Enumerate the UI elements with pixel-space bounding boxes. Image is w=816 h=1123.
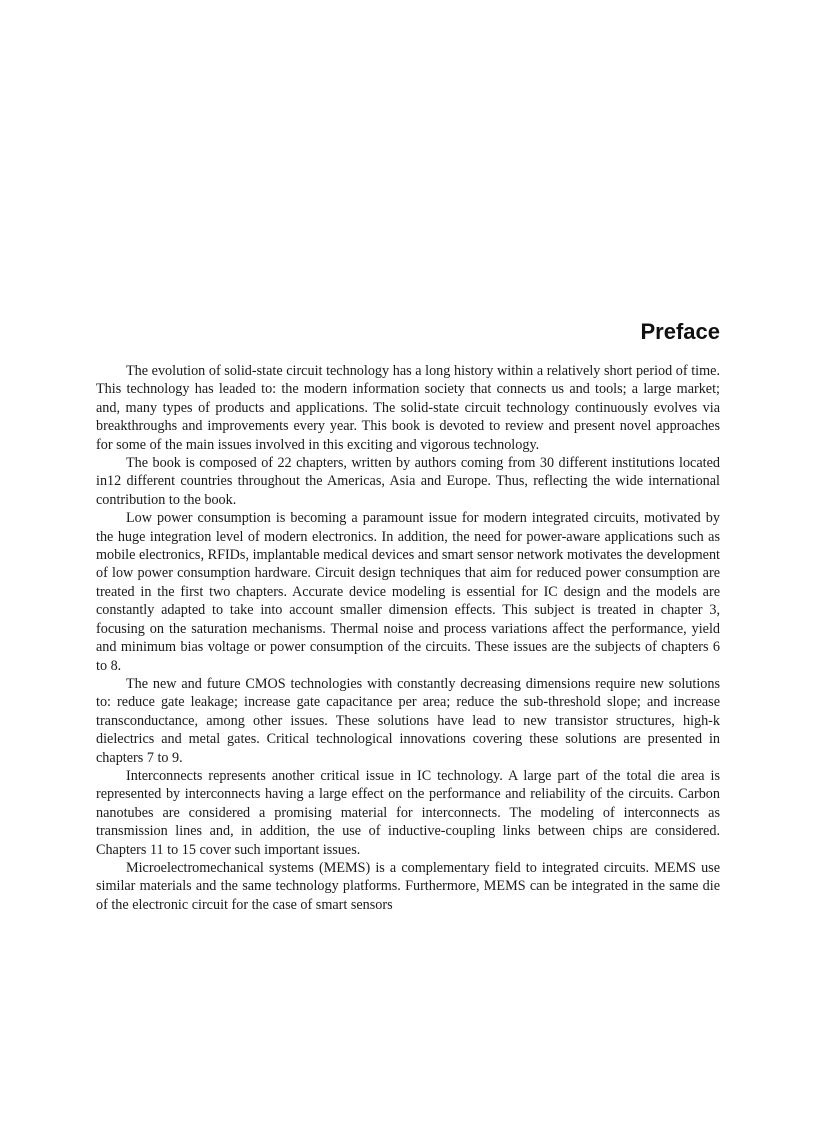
page-title: Preface (640, 319, 720, 344)
paragraph-3: Low power consumption is becoming a paramount issue for modern integrated circuits, motivated by the huge integration level of modern electronics. In addition, the need for power-aware applications such as mobile electronics, RFIDs, implantable medical devices and smart sensor network motivates the development of low power consumption hardware. Circuit design techniques that aim for reduced power consumption are treated in the first two chapters. Accurate device modeling is essential for IC design and the models are constantly adapted to take into account smaller dimension effects. This subject is treated in chapter 3, focusing on the saturation mechanisms. Thermal noise and process variations affect the performance, yield and minimum bias voltage or power consumption of the circuits. These issues are the subjects of chapters 6 to 8. (96, 510, 720, 674)
paragraph-5: Interconnects represents another critical issue in IC technology. A large part of the total die area is represented by interconnects having a large effect on the performance and reliability of the circuits. Carbon nanotubes are considered a promising material for interconnects. The modeling of interconnects as transmission lines and, in addition, the use of inductive-coupling links between chips are considered. Chapters 11 to 15 cover such important issues. (96, 767, 720, 858)
preface-page (96, 318, 720, 914)
paragraph-4: The new and future CMOS technologies with constantly decreasing dimensions require new solutions to: reduce gate leakage; increase gate capacitance per area; reduce the sub-threshold slope; and increase transconductance, among other issues. These solutions have lead to new transistor structures, high-k dielectrics and metal gates. Critical technological innovations covering these solutions are presented in chapters 7 to 9. (96, 675, 720, 766)
paragraph-6: Microelectromechanical systems (MEMS) is a complementary field to integrated circuits. MEMS use similar materials and the same technology platforms. Furthermore, MEMS can be integrated in the same die of the electronic circuit for the case of smart sensors (96, 859, 720, 913)
paragraph-1: The evolution of solid-state circuit technology has a long history within a relatively short period of time. This technology has leaded to: the modern information society that connects us and tools; a large market; and, many types of products and applications. The solid-state circuit technology continuously evolves via breakthroughs and improvements every year. This book is devoted to review and present novel approaches for some of the main issues involved in this exciting and vigorous technology. (96, 363, 720, 453)
paragraph-2: The book is composed of 22 chapters, written by authors coming from 30 different institutions located in12 different countries throughout the Americas, Asia and Europe. Thus, reflecting the wide international contribution to the book. (96, 455, 720, 508)
